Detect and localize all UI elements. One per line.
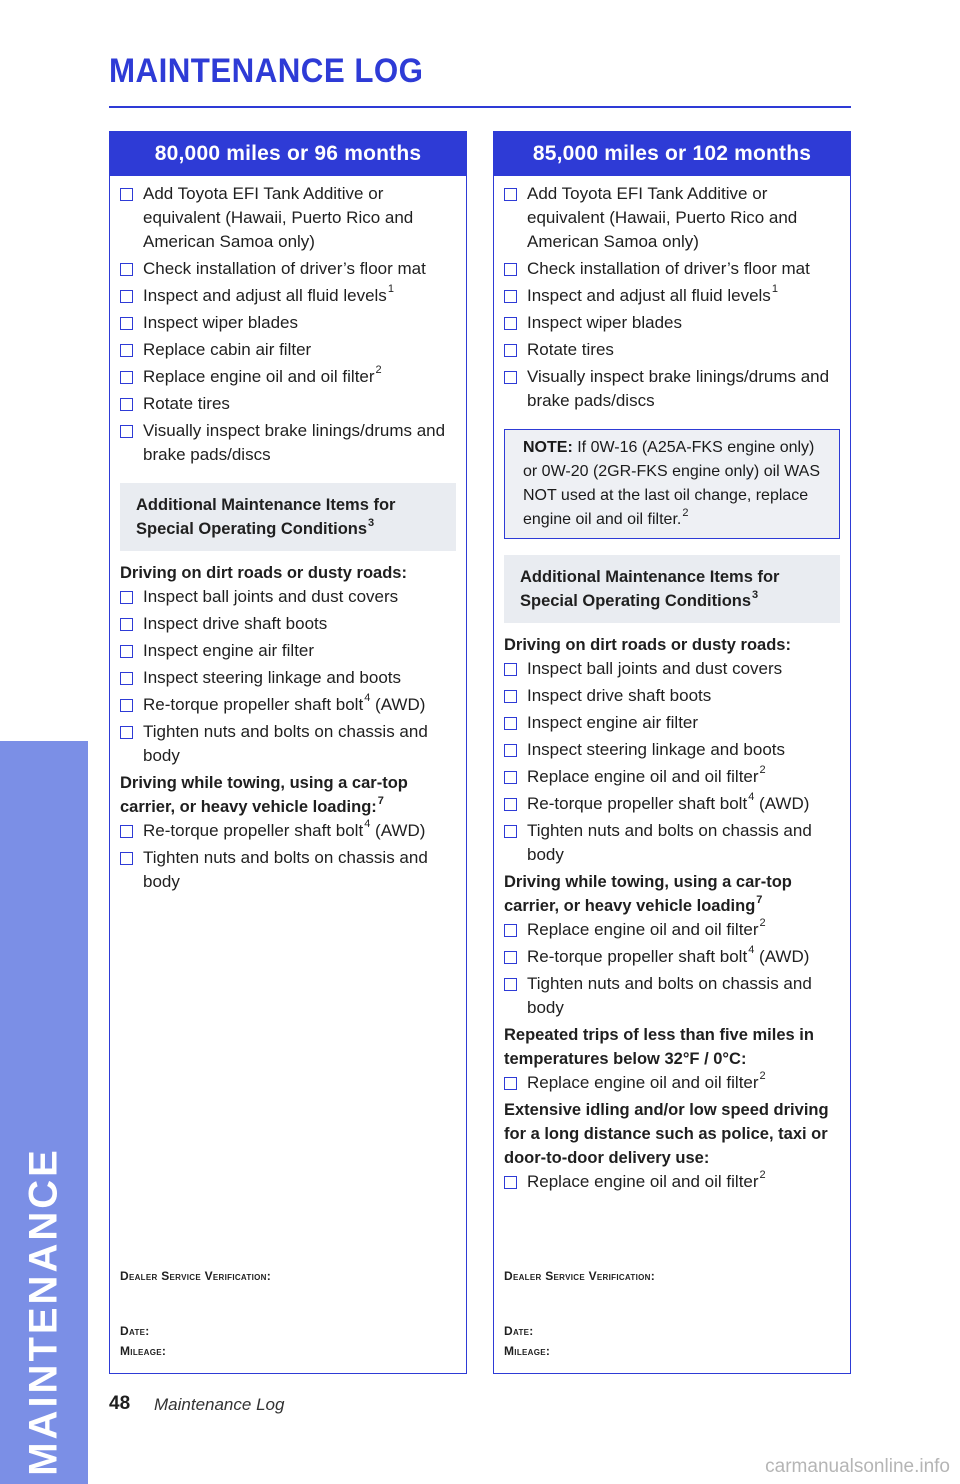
checklist-item-text: Inspect steering linkage and boots bbox=[143, 668, 402, 687]
checklist-item bbox=[504, 972, 840, 1020]
routine-checklist bbox=[504, 182, 840, 413]
footnote-marker: 3 bbox=[368, 516, 375, 529]
checkbox-icon[interactable] bbox=[120, 290, 133, 303]
checkbox-icon[interactable] bbox=[504, 371, 517, 384]
checklist-item bbox=[504, 365, 840, 413]
checklist-item-text: Inspect wiper blades bbox=[527, 313, 682, 332]
checklist-item-text: Tighten nuts and bolts on chassis and body bbox=[527, 821, 812, 864]
condition-checklist bbox=[120, 819, 456, 894]
checklist-item-suffix: (AWD) bbox=[370, 821, 426, 840]
condition-heading bbox=[504, 870, 840, 918]
condition-heading-text: Driving while towing, using a car-top carrier, or heavy vehicle loading: bbox=[120, 774, 408, 816]
checkbox-icon[interactable] bbox=[120, 188, 133, 201]
checkbox-icon[interactable] bbox=[120, 672, 133, 685]
checklist-item-suffix: (AWD) bbox=[754, 794, 810, 813]
checkbox-icon[interactable] bbox=[504, 690, 517, 703]
condition-heading-text: Driving on dirt roads or dusty roads: bbox=[120, 564, 407, 582]
dealer-verification-label: Dealer Service Verification: bbox=[504, 1269, 656, 1283]
footnote-marker: 1 bbox=[387, 283, 394, 296]
checklist-item-text: Rotate tires bbox=[143, 394, 230, 413]
footnote-marker: 3 bbox=[752, 588, 759, 601]
condition-heading bbox=[120, 771, 456, 819]
column-body bbox=[494, 176, 850, 1194]
checkbox-icon[interactable] bbox=[120, 398, 133, 411]
checkbox-icon[interactable] bbox=[120, 371, 133, 384]
checklist-item bbox=[120, 419, 456, 467]
checklist-item-text: Tighten nuts and bolts on chassis and body bbox=[527, 974, 812, 1017]
footnote-marker: 2 bbox=[759, 764, 766, 777]
checkbox-icon[interactable] bbox=[504, 263, 517, 276]
checklist-item bbox=[504, 1170, 840, 1194]
checklist-item bbox=[120, 819, 456, 843]
checkbox-icon[interactable] bbox=[504, 924, 517, 937]
checklist-item bbox=[120, 666, 456, 690]
checklist-item bbox=[504, 792, 840, 816]
footnote-marker: 2 bbox=[375, 364, 382, 377]
additional-items-title: Additional Maintenance Items for Special Operating Conditions bbox=[136, 496, 396, 538]
footnote-marker: 2 bbox=[682, 506, 689, 519]
checklist-item bbox=[504, 711, 840, 735]
condition-heading bbox=[504, 1098, 840, 1170]
checklist-item-text: Re-torque propeller shaft bolt bbox=[527, 794, 748, 813]
maintenance-column-85000 bbox=[493, 131, 851, 1374]
condition-checklist bbox=[504, 918, 840, 1020]
watermark: carmanualsonline.info bbox=[765, 1456, 950, 1477]
checklist-item-text: Inspect drive shaft boots bbox=[527, 686, 712, 705]
checklist-item-text: Replace engine oil and oil filter bbox=[143, 367, 375, 386]
checklist-item bbox=[504, 684, 840, 708]
checklist-item-text: Inspect ball joints and dust covers bbox=[143, 587, 399, 606]
checkbox-icon[interactable] bbox=[504, 663, 517, 676]
checklist-item bbox=[120, 311, 456, 335]
checklist-item-suffix: (AWD) bbox=[754, 947, 810, 966]
checklist-item bbox=[504, 257, 840, 281]
footnote-marker: 4 bbox=[748, 791, 755, 804]
checklist-item bbox=[120, 720, 456, 768]
checkbox-icon[interactable] bbox=[504, 317, 517, 330]
checkbox-icon[interactable] bbox=[120, 852, 133, 865]
footnote-marker: 4 bbox=[364, 818, 371, 831]
checkbox-icon[interactable] bbox=[504, 344, 517, 357]
checklist-item bbox=[120, 284, 456, 308]
note-label: NOTE: bbox=[523, 439, 573, 456]
column-body bbox=[110, 176, 466, 894]
condition-heading bbox=[120, 561, 456, 585]
routine-checklist bbox=[120, 182, 456, 467]
checklist-item bbox=[120, 612, 456, 636]
checklist-item-text: Replace engine oil and oil filter bbox=[527, 920, 759, 939]
checkbox-icon[interactable] bbox=[504, 290, 517, 303]
checkbox-icon[interactable] bbox=[120, 699, 133, 712]
checkbox-icon[interactable] bbox=[504, 744, 517, 757]
checklist-item bbox=[504, 918, 840, 942]
checklist-item-text: Inspect wiper blades bbox=[143, 313, 298, 332]
checklist-item bbox=[120, 338, 456, 362]
checklist-item-text: Replace cabin air filter bbox=[143, 340, 312, 359]
checklist-item bbox=[120, 693, 456, 717]
checklist-item-text: Inspect and adjust all fluid levels bbox=[143, 286, 387, 305]
checkbox-icon[interactable] bbox=[504, 1077, 517, 1090]
checklist-item-text: Visually inspect brake linings/drums and brake pads/discs bbox=[143, 421, 446, 464]
checklist-item bbox=[504, 338, 840, 362]
footnote-marker: 1 bbox=[771, 283, 778, 296]
checklist-item bbox=[504, 182, 840, 254]
checkbox-icon[interactable] bbox=[504, 951, 517, 964]
checkbox-icon[interactable] bbox=[120, 645, 133, 658]
checklist-item-text: Replace engine oil and oil filter bbox=[527, 1172, 759, 1191]
checklist-item bbox=[120, 392, 456, 416]
additional-items-title: Additional Maintenance Items for Special Operating Conditions bbox=[520, 568, 780, 610]
checklist-item-text: Add Toyota EFI Tank Additive or equivalent (Hawaii, Puerto Rico and American Samoa only) bbox=[527, 184, 798, 251]
checklist-item-text: Re-torque propeller shaft bolt bbox=[527, 947, 748, 966]
checklist-item-text: Inspect engine air filter bbox=[143, 641, 315, 660]
footnote-marker: 2 bbox=[759, 1070, 766, 1083]
checkbox-icon[interactable] bbox=[504, 188, 517, 201]
checkbox-icon[interactable] bbox=[120, 726, 133, 739]
checkbox-icon[interactable] bbox=[120, 618, 133, 631]
checklist-item-text: Inspect and adjust all fluid levels bbox=[527, 286, 771, 305]
checklist-item-suffix: (AWD) bbox=[370, 695, 426, 714]
checklist-item bbox=[504, 284, 840, 308]
date-label: Date: bbox=[504, 1324, 534, 1338]
condition-heading-text: Repeated trips of less than five miles in temperatures below 32°F / 0°C: bbox=[504, 1026, 814, 1068]
checkbox-icon[interactable] bbox=[504, 1176, 517, 1189]
checklist-item-text: Re-torque propeller shaft bolt bbox=[143, 695, 364, 714]
checklist-item bbox=[504, 819, 840, 867]
checklist-item-text: Inspect ball joints and dust covers bbox=[527, 659, 783, 678]
checklist-item bbox=[120, 846, 456, 894]
condition-heading-text: Extensive idling and/or low speed driving for a long distance such as police, taxi or door-to-door delivery use: bbox=[504, 1101, 829, 1167]
checkbox-icon[interactable] bbox=[504, 771, 517, 784]
checklist-item-text: Replace engine oil and oil filter bbox=[527, 767, 759, 786]
mileage-label: Mileage: bbox=[504, 1344, 551, 1358]
footnote-marker: 7 bbox=[756, 893, 763, 906]
column-header: 85,000 miles or 102 months bbox=[494, 132, 850, 176]
checklist-item-text: Inspect engine air filter bbox=[527, 713, 699, 732]
footnote-marker: 7 bbox=[377, 794, 384, 807]
checkbox-icon[interactable] bbox=[120, 263, 133, 276]
checkbox-icon[interactable] bbox=[504, 798, 517, 811]
checkbox-icon[interactable] bbox=[504, 978, 517, 991]
additional-items-heading bbox=[120, 483, 456, 551]
checklist-item-text: Rotate tires bbox=[527, 340, 614, 359]
checklist-item bbox=[504, 765, 840, 789]
condition-checklist bbox=[504, 657, 840, 867]
checklist-item-text: Check installation of driver’s floor mat bbox=[527, 259, 810, 278]
checklist-item-text: Inspect drive shaft boots bbox=[143, 614, 328, 633]
additional-items-heading bbox=[504, 555, 840, 623]
checkbox-icon[interactable] bbox=[120, 344, 133, 357]
section-side-tab: MAINTENANCE bbox=[0, 741, 88, 1484]
checklist-item-text: Re-torque propeller shaft bolt bbox=[143, 821, 364, 840]
checkbox-icon[interactable] bbox=[504, 717, 517, 730]
checkbox-icon[interactable] bbox=[504, 825, 517, 838]
checklist-item-text: Replace engine oil and oil filter bbox=[527, 1073, 759, 1092]
checklist-item bbox=[504, 657, 840, 681]
note-text: If 0W-16 (A25A-FKS engine only) or 0W-20 (2GR-FKS engine only) oil WAS NOT used at the last oil change, replace engine oil and oil filter. bbox=[523, 439, 820, 528]
checklist-item bbox=[120, 257, 456, 281]
checklist-item-text: Check installation of driver’s floor mat bbox=[143, 259, 426, 278]
condition-heading-text: Driving while towing, using a car-top carrier, or heavy vehicle loading bbox=[504, 873, 792, 915]
footer-section-label: Maintenance Log bbox=[154, 1395, 285, 1414]
page-title: MAINTENANCE LOG bbox=[109, 52, 424, 90]
oil-note-box bbox=[504, 429, 840, 539]
checkbox-icon[interactable] bbox=[120, 825, 133, 838]
checklist-item-text: Tighten nuts and bolts on chassis and body bbox=[143, 722, 428, 765]
title-divider bbox=[109, 106, 851, 108]
footnote-marker: 4 bbox=[748, 944, 755, 957]
checkbox-icon[interactable] bbox=[120, 425, 133, 438]
column-header: 80,000 miles or 96 months bbox=[110, 132, 466, 176]
checklist-item bbox=[504, 311, 840, 335]
checklist-item-text: Visually inspect brake linings/drums and brake pads/discs bbox=[527, 367, 830, 410]
mileage-label: Mileage: bbox=[120, 1344, 167, 1358]
condition-checklist bbox=[504, 1071, 840, 1095]
checklist-item bbox=[504, 1071, 840, 1095]
checklist-item bbox=[120, 639, 456, 663]
checklist-item bbox=[504, 945, 840, 969]
page-number: 48 bbox=[109, 1393, 131, 1414]
date-label: Date: bbox=[120, 1324, 150, 1338]
condition-checklist bbox=[120, 585, 456, 768]
condition-heading bbox=[504, 1023, 840, 1071]
checklist-item-text: Tighten nuts and bolts on chassis and body bbox=[143, 848, 428, 891]
checkbox-icon[interactable] bbox=[120, 317, 133, 330]
checklist-item bbox=[504, 738, 840, 762]
footnote-marker: 2 bbox=[759, 917, 766, 930]
checklist-item-text: Add Toyota EFI Tank Additive or equivalent (Hawaii, Puerto Rico and American Samoa only) bbox=[143, 184, 414, 251]
checklist-item bbox=[120, 365, 456, 389]
condition-heading bbox=[504, 633, 840, 657]
maintenance-column-80000 bbox=[109, 131, 467, 1374]
checklist-item bbox=[120, 182, 456, 254]
checklist-item bbox=[120, 585, 456, 609]
condition-heading-text: Driving on dirt roads or dusty roads: bbox=[504, 636, 791, 654]
footnote-marker: 4 bbox=[364, 692, 371, 705]
checkbox-icon[interactable] bbox=[120, 591, 133, 604]
footnote-marker: 2 bbox=[759, 1169, 766, 1182]
condition-checklist bbox=[504, 1170, 840, 1194]
dealer-verification-label: Dealer Service Verification: bbox=[120, 1269, 272, 1283]
checklist-item-text: Inspect steering linkage and boots bbox=[527, 740, 786, 759]
